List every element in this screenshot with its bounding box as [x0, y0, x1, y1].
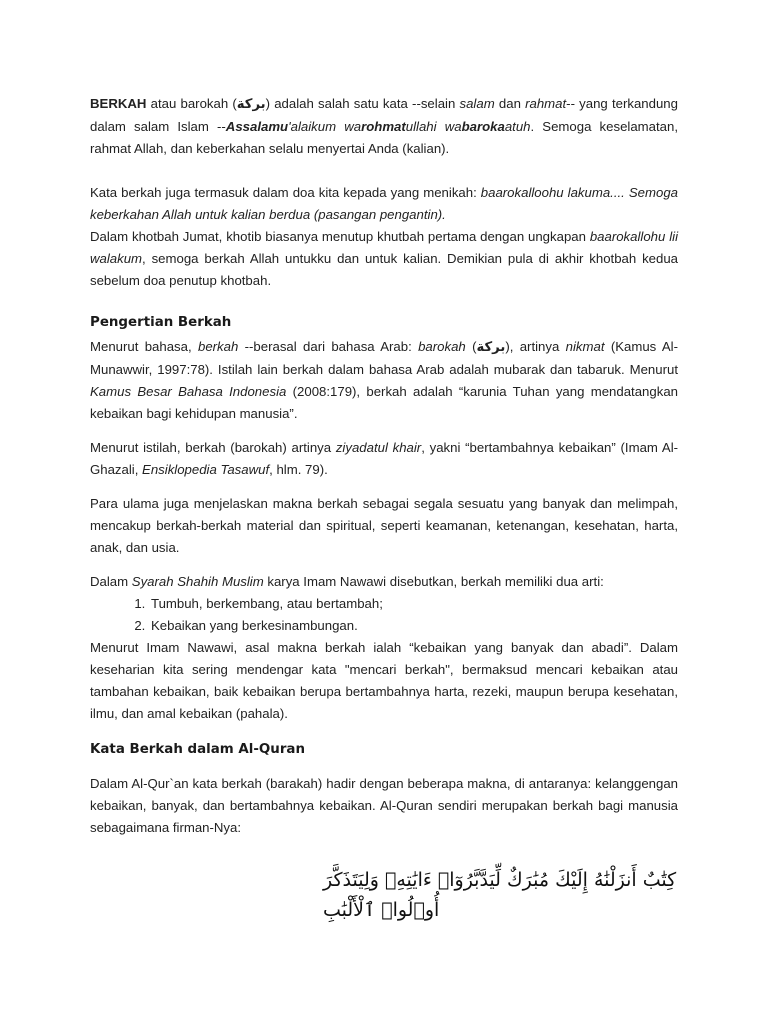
text-run: Menurut bahasa,: [90, 339, 198, 354]
italic-ensiklopedia: Ensiklopedia Tasawuf: [142, 462, 270, 477]
italic-rahmat: rahmat: [525, 96, 567, 111]
text-run: karya Imam Nawawi disebutkan, berkah memiliki dua arti:: [263, 574, 604, 589]
italic-barokah: barokah: [418, 339, 466, 354]
bold-baroka: baroka: [461, 119, 505, 134]
italic-salam: salam: [459, 96, 495, 111]
pengertian-paragraph-5: Menurut Imam Nawawi, asal makna berkah ialah “kebaikan yang banyak dan abadi”. Dalam keseharian kita sering mendengar kata "mencari berkah", bermaksud mencari kebaikan atau tambahan kebaikan, baik kebaikan berupa bertambahnya harta, rezeki, maupun berupa kesehatan, ilmu, dan amal kebaikan (pahala).: [90, 640, 678, 721]
text-run: (2008:179), berkah adalah “karunia Tuhan yang mendatangkan kebaikan bagi kehidupan manusia”.: [90, 384, 678, 421]
term-berkah: BERKAH: [90, 96, 147, 111]
italic-doa: baarokalloohu lakuma.... Semoga keberkahan Allah untuk kalian berdua (pasangan pengantin).: [90, 185, 678, 222]
arti-berkah-list: [90, 593, 678, 637]
italic-kbbi: Kamus Besar Bahasa Indonesia: [90, 384, 287, 399]
pengertian-paragraph-4: [90, 571, 678, 593]
text-run: -- yang terkandung dalam salam Islam --: [90, 96, 678, 134]
quran-verse: كِتَٰبٌ أَنزَلْنَٰهُ إِلَيْكَ مُبَٰرَكٌ لِّيَدَّبَّرُوٓا۟ ءَايَٰتِهِۦ وَلِيَتَذَكَّرَ أُو۟لُوا۟ ٱلْأَلْبَٰبِ: [323, 869, 677, 921]
text-run: --berasal dari bahasa Arab:: [238, 339, 419, 354]
text-run: Kata berkah juga termasuk dalam doa kita kepada yang menikah:: [90, 185, 481, 200]
text-run: . Semoga keselamatan, rahmat Allah, dan keberkahan selalu menyertai Anda (kalian).: [90, 119, 678, 156]
italic-atuh: atuh: [504, 119, 531, 134]
section-heading-al-quran: Kata Berkah dalam Al-Quran: [90, 742, 306, 757]
italic-ziyadatul-khair: ziyadatul khair: [335, 440, 422, 455]
bold-rohmat: rohmat: [361, 119, 406, 134]
text-run: Dalam: [90, 574, 132, 589]
arabic-word: بركة: [236, 97, 266, 112]
pengertian-paragraph-1: [90, 336, 678, 425]
text-run: ) adalah salah satu kata --selain: [265, 96, 460, 111]
italic-berkah: berkah: [197, 339, 239, 354]
text-run: Menurut istilah, berkah (barokah) artinya: [90, 440, 336, 455]
section-heading-pengertian: Pengertian Berkah: [90, 315, 232, 330]
text-run: , semoga berkah Allah untukku dan untuk kalian. Demikian pula di akhir khotbah kedua sebelum doa penutup khotbah.: [90, 251, 678, 288]
khotbah-paragraph: [90, 226, 678, 292]
italic-nikmat: nikmat: [565, 339, 605, 354]
text-run: Dalam khotbah Jumat, khotib biasanya menutup khutbah pertama dengan ungkapan: [90, 229, 590, 244]
pengertian-paragraph-3: Para ulama juga menjelaskan makna berkah sebagai segala sesuatu yang banyak dan melimpah, mencakup berkah-berkah material dan spiritual, seperti keamanan, ketenangan, kesehatan, harta, anak, dan usia.: [90, 496, 678, 555]
text-run: , hlm. 79).: [269, 462, 328, 477]
italic-syarah-shahih-muslim: Syarah Shahih Muslim: [131, 574, 264, 589]
list-item: 2. Kebaikan yang berkesinambungan.: [149, 615, 678, 637]
text-run: , yakni “bertambahnya kebaikan” (Imam Al-Ghazali,: [90, 440, 679, 477]
text-run: (Kamus Al-Munawwir, 1997:78). Istilah lain berkah dalam bahasa Arab adalah mubarak dan tabaruk. Menurut: [90, 339, 679, 377]
italic-ullahi: ullahi wa: [405, 119, 462, 134]
text-run: (: [465, 339, 477, 354]
text-run: ), artinya: [505, 339, 566, 354]
italic-alaikum: 'alaikum wa: [288, 119, 362, 134]
doa-paragraph: [90, 182, 678, 226]
bold-assalamu: Assalamu: [225, 119, 289, 134]
list-item: 1. Tumbuh, berkembang, atau bertambah;: [149, 593, 678, 615]
al-quran-paragraph: Dalam Al-Qur`an kata berkah (barakah) hadir dengan beberapa makna, di antaranya: kelanggengan kebaikan, banyak, dan bertambahnya kebaikan. Al-Quran sendiri merupakan berkah bagi manusia sebagaimana firman-Nya:: [90, 776, 678, 835]
arabic-word: بركة: [476, 340, 506, 355]
pengertian-paragraph-2: [90, 437, 678, 481]
text-run: atau barokah (: [146, 96, 237, 111]
text-run: dan: [494, 96, 526, 111]
intro-paragraph: [90, 93, 678, 160]
italic-ungkapan: baarokallohu lii walakum: [90, 229, 679, 266]
